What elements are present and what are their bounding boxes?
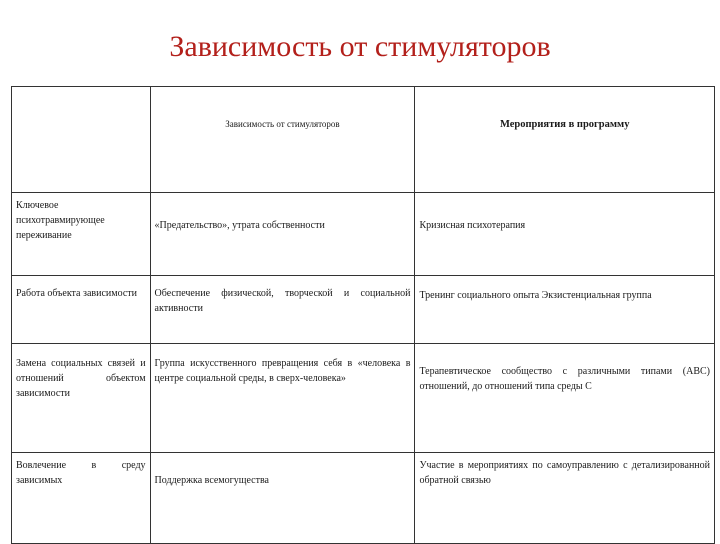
table-row — [12, 344, 715, 453]
row-measures: Участие в мероприятиях по самоуправлению с детализированной обратной связью — [415, 453, 715, 544]
slide-title: Зависимость от стимуляторов — [169, 30, 551, 63]
row-label: Вовлечение в среду зависимых — [12, 453, 151, 544]
row-label: Ключевое психотравмирующее переживание — [12, 193, 151, 276]
header-cell-measures: Мероприятия в программу — [415, 87, 715, 193]
row-dependence: Поддержка всемогущества — [150, 453, 415, 544]
table-row — [12, 453, 715, 544]
table-row — [12, 276, 715, 344]
row-measures: Терапевтическое сообщество с различными типами (ABC) отношений, до отношений типа среды C — [415, 344, 715, 453]
row-label: Замена социальных связей и отношений объектом зависимости — [12, 344, 151, 453]
header-cell-empty — [12, 87, 151, 193]
row-measures: Тренинг социального опыта Экзистенциальная группа — [415, 276, 715, 344]
table-header-row — [12, 87, 715, 193]
comparison-table — [11, 86, 715, 544]
header-cell-dependence: Зависимость от стимуляторов — [150, 87, 415, 193]
row-label: Работа объекта зависимости — [12, 276, 151, 344]
row-measures: Кризисная психотерапия — [415, 193, 715, 276]
row-dependence: Группа искусственного превращения себя в «человека в центре социальной среды, в сверх-человека» — [150, 344, 415, 453]
row-dependence: «Предательство», утрата собственности — [150, 193, 415, 276]
table-row — [12, 193, 715, 276]
row-dependence: Обеспечение физической, творческой и социальной активности — [150, 276, 415, 344]
